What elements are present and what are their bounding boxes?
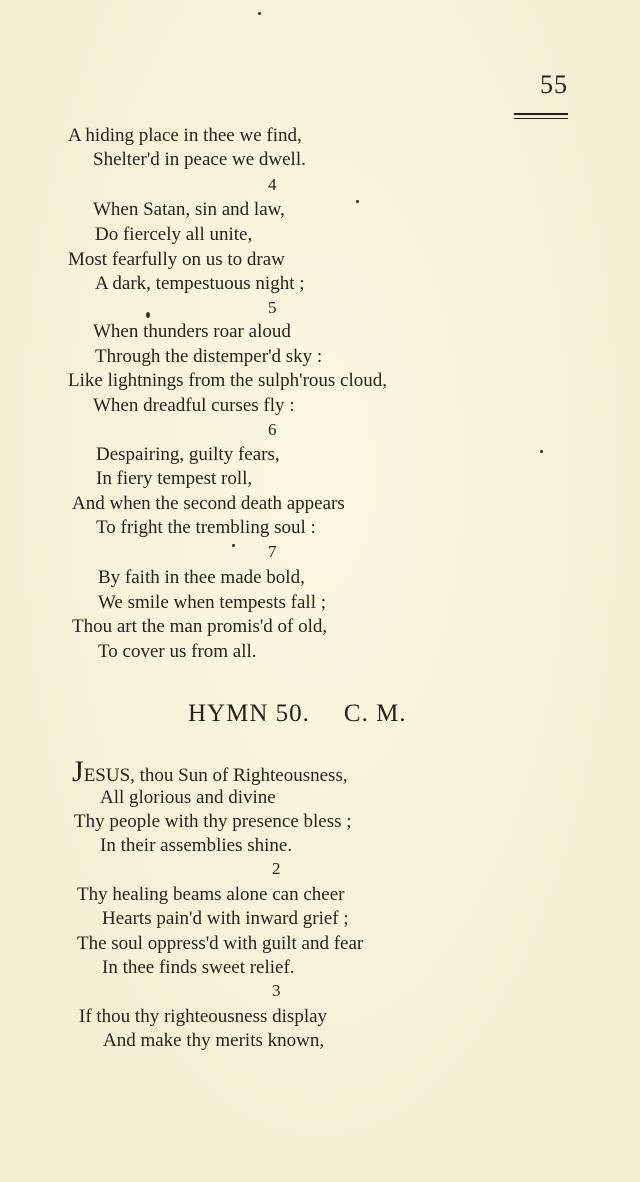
print-speck <box>232 544 235 547</box>
print-speck <box>540 450 543 453</box>
stanza-number: 3 <box>272 981 281 1000</box>
verse-line: We smile when tempests fall ; <box>98 592 326 613</box>
verse-line: Hearts pain'd with inward grief ; <box>102 908 349 929</box>
drop-cap: J <box>72 755 84 788</box>
verse-line: Through the distemper'd sky : <box>95 346 323 367</box>
verse-line: In thee finds sweet relief. <box>102 957 295 978</box>
verse-line: When dreadful curses fly : <box>93 395 295 416</box>
verse-line: Thy healing beams alone can cheer <box>77 884 345 905</box>
verse-line: If thou thy righteousness display <box>79 1006 328 1027</box>
print-speck <box>258 12 261 15</box>
verse-line: When thunders roar aloud <box>93 321 291 342</box>
header-rule <box>514 113 568 115</box>
first-line-rest: ESUS, thou Sun of Righteousness, <box>83 765 348 786</box>
page-number: 55 <box>540 70 568 99</box>
verse-line: The soul oppress'd with guilt and fear <box>77 933 364 954</box>
stanza-number: 6 <box>268 420 277 439</box>
verse-line: And when the second death appears <box>72 493 345 514</box>
verse-line: Despairing, guilty fears, <box>96 444 280 465</box>
verse-line: When Satan, sin and law, <box>93 199 285 220</box>
verse-line: By faith in thee made bold, <box>98 567 305 588</box>
verse-line-first <box>72 755 348 788</box>
stanza-number: 4 <box>268 175 277 194</box>
verse-line: And make thy merits known, <box>103 1030 325 1051</box>
hymn-heading <box>188 700 407 728</box>
verse-line: Like lightnings from the sulph'rous cloud, <box>68 370 388 391</box>
verse-line: A dark, tempestuous night ; <box>95 273 305 294</box>
stanza-number: 2 <box>272 859 281 878</box>
verse-line: Most fearfully on us to draw <box>68 249 285 270</box>
stanza-number: 7 <box>268 542 277 561</box>
verse-line: Thy people with thy presence bless ; <box>74 811 352 832</box>
verse-line: All glorious and divine <box>100 787 276 808</box>
verse-line: To cover us from all. <box>98 641 257 662</box>
print-speck <box>146 312 150 318</box>
header-rule-thin <box>514 118 568 119</box>
verse-line: Shelter'd in peace we dwell. <box>93 149 306 170</box>
verse-line: Thou art the man promis'd of old, <box>72 616 328 637</box>
verse-line: In their assemblies shine. <box>100 835 293 856</box>
verse-line: A hiding place in thee we find, <box>68 125 302 146</box>
print-speck <box>356 200 359 203</box>
verse-line: In fiery tempest roll, <box>96 468 253 489</box>
hymn-meter: C. M. <box>343 700 407 727</box>
verse-line: Do fiercely all unite, <box>95 224 253 245</box>
hymn-title: HYMN 50. <box>188 700 310 727</box>
stanza-number: 5 <box>268 298 277 317</box>
verse-line: To fright the trembling soul : <box>96 517 316 538</box>
